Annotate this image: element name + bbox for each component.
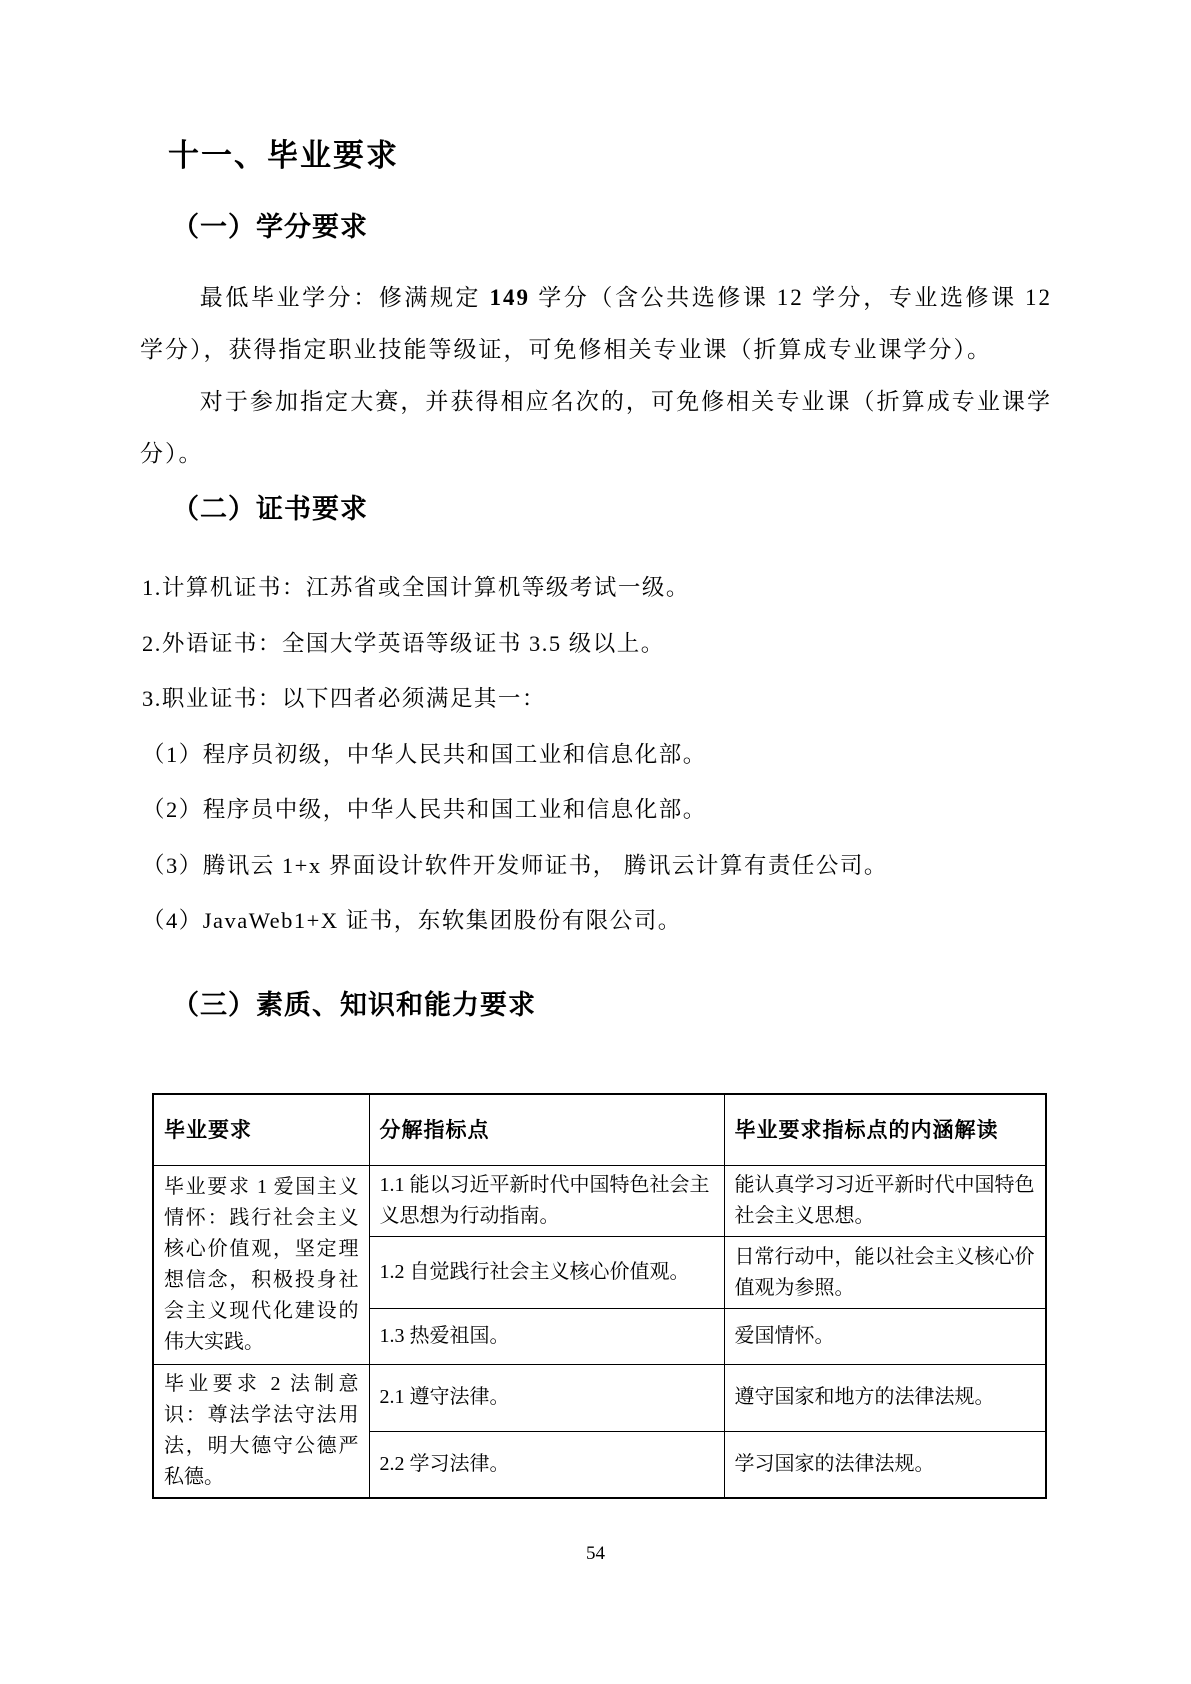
table-row [153, 1365, 1046, 1432]
cert-option-tencent-cloud: （3）腾讯云 1+x 界面设计软件开发师证书， 腾讯云计算有责任公司。 [142, 852, 888, 878]
indicator-2-1: 2.1 遵守法律。 [369, 1365, 724, 1432]
indicator-2-2: 2.2 学习法律。 [369, 1431, 724, 1498]
credit-p1-credits-value: 149 [489, 285, 530, 310]
requirement-2-cell: 毕业要求 2 法制意识：尊法学法守法用法，明大德守公德严私德。 [153, 1365, 369, 1499]
table-header-row [153, 1094, 1046, 1166]
header-interpretation: 毕业要求指标点的内涵解读 [724, 1094, 1046, 1166]
section-title: 十一、毕业要求 [168, 138, 399, 173]
header-indicator: 分解指标点 [369, 1094, 724, 1166]
credit-p1-after: 学分（含公共选修课 12 学分，专业选修课 12 学分），获得指定职业技能等级证，可免修相关专业课（折算成专业课学分）。 [140, 285, 1053, 362]
requirements-table [152, 1093, 1047, 1499]
indicator-1-2: 1.2 自觉践行社会主义核心价值观。 [369, 1237, 724, 1309]
subsection-quality-title: （三）素质、知识和能力要求 [172, 990, 536, 1020]
cert-item-vocational: 3.职业证书：以下四者必须满足其一： [142, 686, 546, 711]
credit-p1-before: 最低毕业学分：修满规定 [199, 285, 490, 310]
cert-option-javaweb: （4）JavaWeb1+X 证书，东软集团股份有限公司。 [142, 908, 682, 933]
header-requirement: 毕业要求 [153, 1094, 369, 1166]
credit-paragraph-1 [140, 272, 1052, 376]
credit-paragraph-2: 对于参加指定大赛，并获得相应名次的，可免修相关专业课（折算成专业课学分）。 [140, 389, 1052, 466]
interpretation-2-2: 学习国家的法律法规。 [724, 1431, 1046, 1498]
interpretation-1-2: 日常行动中，能以社会主义核心价值观为参照。 [724, 1237, 1046, 1309]
indicator-1-1: 1.1 能以习近平新时代中国特色社会主义思想为行动指南。 [369, 1166, 724, 1237]
requirement-1-cell: 毕业要求 1 爱国主义情怀：践行社会主义核心价值观，坚定理想信念，积极投身社会主义现代化建设的伟大实践。 [153, 1166, 369, 1365]
cert-item-foreign-language: 2.外语证书：全国大学英语等级证书 3.5 级以上。 [142, 630, 665, 656]
cert-option-programmer-junior: （1）程序员初级，中华人民共和国工业和信息化部。 [142, 741, 707, 767]
indicator-1-3: 1.3 热爱祖国。 [369, 1309, 724, 1365]
credit-paragraphs [140, 272, 1052, 480]
table-row [153, 1166, 1046, 1237]
subsection-credit-title: （一）学分要求 [172, 212, 368, 242]
subsection-cert-title: （二）证书要求 [172, 494, 368, 524]
interpretation-1-3: 爱国情怀。 [724, 1309, 1046, 1365]
interpretation-1-1: 能认真学习习近平新时代中国特色社会主义思想。 [724, 1166, 1046, 1237]
cert-item-computer: 1.计算机证书：江苏省或全国计算机等级考试一级。 [142, 575, 690, 600]
cert-option-programmer-intermediate: （2）程序员中级，中华人民共和国工业和信息化部。 [142, 797, 707, 822]
interpretation-2-1: 遵守国家和地方的法律法规。 [724, 1365, 1046, 1432]
page-number: 54 [586, 1543, 605, 1564]
cert-list [142, 560, 1072, 949]
